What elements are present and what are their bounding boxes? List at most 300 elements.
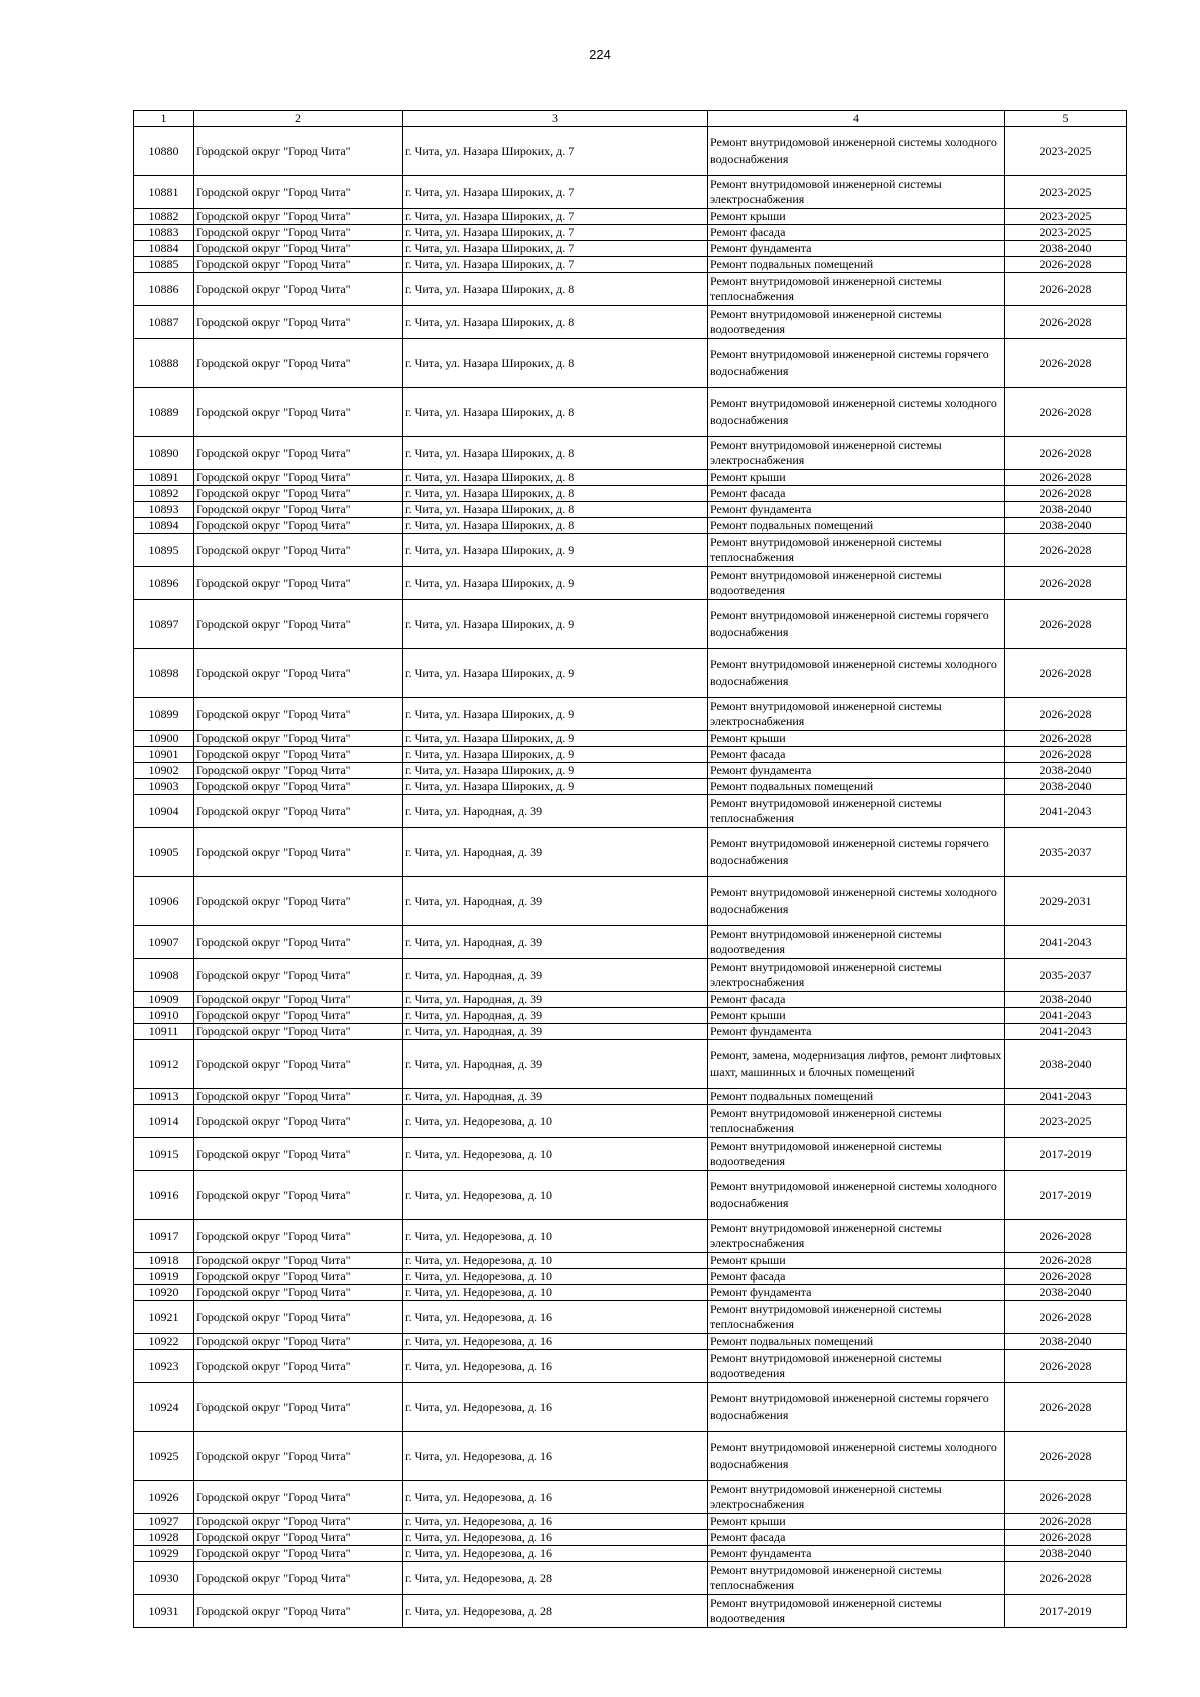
- period-cell: 2026-2028: [1005, 1301, 1127, 1334]
- municipality-cell: Городской округ "Город Чита": [194, 1514, 403, 1530]
- municipality-cell: Городской округ "Город Чита": [194, 567, 403, 600]
- municipality-cell: Городской округ "Город Чита": [194, 959, 403, 992]
- municipality-cell: Городской округ "Город Чита": [194, 1595, 403, 1628]
- address-cell: г. Чита, ул. Недорезова, д. 16: [403, 1350, 708, 1383]
- row-number: 10906: [134, 877, 194, 926]
- address-cell: г. Чита, ул. Недорезова, д. 10: [403, 1138, 708, 1171]
- address-cell: г. Чита, ул. Назара Широких, д. 8: [403, 306, 708, 339]
- municipality-cell: Городской округ "Город Чита": [194, 1105, 403, 1138]
- period-cell: 2038-2040: [1005, 502, 1127, 518]
- period-cell: 2026-2028: [1005, 649, 1127, 698]
- address-cell: г. Чита, ул. Назара Широких, д. 9: [403, 600, 708, 649]
- address-cell: г. Чита, ул. Народная, д. 39: [403, 1008, 708, 1024]
- period-cell: 2017-2019: [1005, 1138, 1127, 1171]
- municipality-cell: Городской округ "Город Чита": [194, 1562, 403, 1595]
- address-cell: г. Чита, ул. Назара Широких, д. 7: [403, 257, 708, 273]
- row-number: 10909: [134, 992, 194, 1008]
- period-cell: 2038-2040: [1005, 1285, 1127, 1301]
- period-cell: 2026-2028: [1005, 567, 1127, 600]
- work-type-cell: Ремонт внутридомовой инженерной системы водоотведения: [708, 306, 1005, 339]
- address-cell: г. Чита, ул. Народная, д. 39: [403, 828, 708, 877]
- row-number: 10910: [134, 1008, 194, 1024]
- period-cell: 2026-2028: [1005, 1530, 1127, 1546]
- table-row: [134, 1008, 1127, 1024]
- work-type-cell: Ремонт фасада: [708, 1530, 1005, 1546]
- work-type-cell: Ремонт фундамента: [708, 1285, 1005, 1301]
- work-type-cell: Ремонт внутридомовой инженерной системы холодного водоснабжения: [708, 1432, 1005, 1481]
- period-cell: 2026-2028: [1005, 600, 1127, 649]
- municipality-cell: Городской округ "Город Чита": [194, 241, 403, 257]
- table-row: [134, 1383, 1127, 1432]
- row-number: 10918: [134, 1253, 194, 1269]
- work-type-cell: Ремонт внутридомовой инженерной системы холодного водоснабжения: [708, 877, 1005, 926]
- work-type-cell: Ремонт внутридомовой инженерной системы горячего водоснабжения: [708, 339, 1005, 388]
- address-cell: г. Чита, ул. Назара Широких, д. 7: [403, 176, 708, 209]
- address-cell: г. Чита, ул. Недорезова, д. 16: [403, 1301, 708, 1334]
- table-row: [134, 437, 1127, 470]
- municipality-cell: Городской округ "Город Чита": [194, 1285, 403, 1301]
- address-cell: г. Чита, ул. Недорезова, д. 16: [403, 1334, 708, 1350]
- work-type-cell: Ремонт крыши: [708, 1514, 1005, 1530]
- work-type-cell: Ремонт фундамента: [708, 1024, 1005, 1040]
- address-cell: г. Чита, ул. Народная, д. 39: [403, 992, 708, 1008]
- period-cell: 2026-2028: [1005, 257, 1127, 273]
- row-number: 10903: [134, 779, 194, 795]
- work-type-cell: Ремонт крыши: [708, 470, 1005, 486]
- work-type-cell: Ремонт крыши: [708, 209, 1005, 225]
- municipality-cell: Городской округ "Город Чита": [194, 470, 403, 486]
- municipality-cell: Городской округ "Город Чита": [194, 763, 403, 779]
- work-type-cell: Ремонт внутридомовой инженерной системы водоотведения: [708, 1595, 1005, 1628]
- address-cell: г. Чита, ул. Назара Широких, д. 8: [403, 388, 708, 437]
- table-row: [134, 1432, 1127, 1481]
- municipality-cell: Городской округ "Город Чита": [194, 176, 403, 209]
- work-type-cell: Ремонт подвальных помещений: [708, 257, 1005, 273]
- period-cell: 2026-2028: [1005, 1432, 1127, 1481]
- table-row: [134, 306, 1127, 339]
- table-row: [134, 127, 1127, 176]
- row-number: 10930: [134, 1562, 194, 1595]
- work-type-cell: Ремонт внутридомовой инженерной системы теплоснабжения: [708, 1105, 1005, 1138]
- table-row: [134, 649, 1127, 698]
- municipality-cell: Городской округ "Город Чита": [194, 209, 403, 225]
- address-cell: г. Чита, ул. Назара Широких, д. 8: [403, 339, 708, 388]
- municipality-cell: Городской округ "Город Чита": [194, 698, 403, 731]
- work-type-cell: Ремонт внутридомовой инженерной системы электроснабжения: [708, 437, 1005, 470]
- work-type-cell: Ремонт внутридомовой инженерной системы водоотведения: [708, 1350, 1005, 1383]
- row-number: 10913: [134, 1089, 194, 1105]
- table-row: [134, 763, 1127, 779]
- period-cell: 2038-2040: [1005, 1546, 1127, 1562]
- row-number: 10928: [134, 1530, 194, 1546]
- period-cell: 2026-2028: [1005, 1350, 1127, 1383]
- work-type-cell: Ремонт фундамента: [708, 763, 1005, 779]
- table-row: [134, 209, 1127, 225]
- work-type-cell: Ремонт подвальных помещений: [708, 1334, 1005, 1350]
- work-type-cell: Ремонт внутридомовой инженерной системы холодного водоснабжения: [708, 127, 1005, 176]
- work-type-cell: Ремонт внутридомовой инженерной системы теплоснабжения: [708, 1301, 1005, 1334]
- period-cell: 2026-2028: [1005, 437, 1127, 470]
- table-row: [134, 877, 1127, 926]
- municipality-cell: Городской округ "Город Чита": [194, 1530, 403, 1546]
- work-type-cell: Ремонт фундамента: [708, 502, 1005, 518]
- address-cell: г. Чита, ул. Назара Широких, д. 9: [403, 731, 708, 747]
- table-row: [134, 241, 1127, 257]
- period-cell: 2038-2040: [1005, 1040, 1127, 1089]
- municipality-cell: Городской округ "Город Чита": [194, 502, 403, 518]
- municipality-cell: Городской округ "Город Чита": [194, 1546, 403, 1562]
- work-type-cell: Ремонт внутридомовой инженерной системы водоотведения: [708, 567, 1005, 600]
- table-row: [134, 992, 1127, 1008]
- municipality-cell: Городской округ "Город Чита": [194, 828, 403, 877]
- work-type-cell: Ремонт внутридомовой инженерной системы горячего водоснабжения: [708, 828, 1005, 877]
- work-type-cell: Ремонт подвальных помещений: [708, 779, 1005, 795]
- municipality-cell: Городской округ "Город Чита": [194, 992, 403, 1008]
- page-number: 224: [589, 47, 611, 62]
- municipality-cell: Городской округ "Город Чита": [194, 1138, 403, 1171]
- municipality-cell: Городской округ "Город Чита": [194, 1301, 403, 1334]
- table-row: [134, 1171, 1127, 1220]
- table-row: [134, 1546, 1127, 1562]
- address-cell: г. Чита, ул. Назара Широких, д. 8: [403, 502, 708, 518]
- table-row: [134, 731, 1127, 747]
- municipality-cell: Городской округ "Город Чита": [194, 1269, 403, 1285]
- work-type-cell: Ремонт внутридомовой инженерной системы теплоснабжения: [708, 534, 1005, 567]
- work-type-cell: Ремонт фасада: [708, 992, 1005, 1008]
- municipality-cell: Городской округ "Город Чита": [194, 747, 403, 763]
- row-number: 10889: [134, 388, 194, 437]
- row-number: 10924: [134, 1383, 194, 1432]
- row-number: 10885: [134, 257, 194, 273]
- work-type-cell: Ремонт, замена, модернизация лифтов, ремонт лифтовых шахт, машинных и блочных помещений: [708, 1040, 1005, 1089]
- row-number: 10893: [134, 502, 194, 518]
- row-number: 10929: [134, 1546, 194, 1562]
- period-cell: 2026-2028: [1005, 306, 1127, 339]
- table-body: [134, 127, 1127, 1628]
- municipality-cell: Городской округ "Город Чита": [194, 225, 403, 241]
- municipality-cell: Городской округ "Город Чита": [194, 1040, 403, 1089]
- row-number: 10919: [134, 1269, 194, 1285]
- table-row: [134, 1138, 1127, 1171]
- period-cell: 2035-2037: [1005, 828, 1127, 877]
- table-row: [134, 1089, 1127, 1105]
- address-cell: г. Чита, ул. Назара Широких, д. 7: [403, 127, 708, 176]
- municipality-cell: Городской округ "Город Чита": [194, 779, 403, 795]
- municipality-cell: Городской округ "Город Чита": [194, 1253, 403, 1269]
- address-cell: г. Чита, ул. Народная, д. 39: [403, 926, 708, 959]
- repair-schedule-table: [133, 110, 1127, 1628]
- period-cell: 2026-2028: [1005, 1269, 1127, 1285]
- municipality-cell: Городской округ "Город Чита": [194, 1089, 403, 1105]
- work-type-cell: Ремонт фасада: [708, 225, 1005, 241]
- address-cell: г. Чита, ул. Назара Широких, д. 9: [403, 649, 708, 698]
- period-cell: 2026-2028: [1005, 388, 1127, 437]
- address-cell: г. Чита, ул. Недорезова, д. 16: [403, 1481, 708, 1514]
- row-number: 10895: [134, 534, 194, 567]
- table-row: [134, 1040, 1127, 1089]
- row-number: 10911: [134, 1024, 194, 1040]
- address-cell: г. Чита, ул. Назара Широких, д. 9: [403, 779, 708, 795]
- period-cell: 2023-2025: [1005, 225, 1127, 241]
- period-cell: 2026-2028: [1005, 273, 1127, 306]
- work-type-cell: Ремонт внутридомовой инженерной системы теплоснабжения: [708, 1562, 1005, 1595]
- work-type-cell: Ремонт крыши: [708, 1008, 1005, 1024]
- row-number: 10894: [134, 518, 194, 534]
- address-cell: г. Чита, ул. Назара Широких, д. 8: [403, 470, 708, 486]
- work-type-cell: Ремонт крыши: [708, 731, 1005, 747]
- period-cell: 2035-2037: [1005, 959, 1127, 992]
- row-number: 10904: [134, 795, 194, 828]
- period-cell: 2023-2025: [1005, 1105, 1127, 1138]
- municipality-cell: Городской округ "Город Чита": [194, 1024, 403, 1040]
- municipality-cell: Городской округ "Город Чита": [194, 534, 403, 567]
- period-cell: 2038-2040: [1005, 763, 1127, 779]
- period-cell: 2026-2028: [1005, 339, 1127, 388]
- table-row: [134, 600, 1127, 649]
- period-cell: 2026-2028: [1005, 1220, 1127, 1253]
- municipality-cell: Городской округ "Город Чита": [194, 649, 403, 698]
- work-type-cell: Ремонт крыши: [708, 1253, 1005, 1269]
- table-row: [134, 1269, 1127, 1285]
- row-number: 10926: [134, 1481, 194, 1514]
- address-cell: г. Чита, ул. Недорезова, д. 10: [403, 1285, 708, 1301]
- row-number: 10883: [134, 225, 194, 241]
- work-type-cell: Ремонт подвальных помещений: [708, 1089, 1005, 1105]
- address-cell: г. Чита, ул. Народная, д. 39: [403, 877, 708, 926]
- work-type-cell: Ремонт фасада: [708, 747, 1005, 763]
- municipality-cell: Городской округ "Город Чита": [194, 127, 403, 176]
- address-cell: г. Чита, ул. Назара Широких, д. 9: [403, 567, 708, 600]
- table-row: [134, 1334, 1127, 1350]
- row-number: 10887: [134, 306, 194, 339]
- table-row: [134, 1285, 1127, 1301]
- row-number: 10931: [134, 1595, 194, 1628]
- row-number: 10920: [134, 1285, 194, 1301]
- address-cell: г. Чита, ул. Недорезова, д. 10: [403, 1253, 708, 1269]
- work-type-cell: Ремонт внутридомовой инженерной системы холодного водоснабжения: [708, 649, 1005, 698]
- table-row: [134, 1220, 1127, 1253]
- table-row: [134, 339, 1127, 388]
- table-row: [134, 959, 1127, 992]
- period-cell: 2038-2040: [1005, 518, 1127, 534]
- period-cell: 2026-2028: [1005, 486, 1127, 502]
- period-cell: 2026-2028: [1005, 1253, 1127, 1269]
- address-cell: г. Чита, ул. Недорезова, д. 10: [403, 1105, 708, 1138]
- municipality-cell: Городской округ "Город Чита": [194, 1334, 403, 1350]
- municipality-cell: Городской округ "Город Чита": [194, 1220, 403, 1253]
- municipality-cell: Городской округ "Город Чита": [194, 926, 403, 959]
- period-cell: 2041-2043: [1005, 795, 1127, 828]
- municipality-cell: Городской округ "Город Чита": [194, 486, 403, 502]
- address-cell: г. Чита, ул. Назара Широких, д. 9: [403, 698, 708, 731]
- column-header-3: 3: [403, 111, 708, 127]
- row-number: 10925: [134, 1432, 194, 1481]
- table-row: [134, 534, 1127, 567]
- work-type-cell: Ремонт внутридомовой инженерной системы холодного водоснабжения: [708, 388, 1005, 437]
- address-cell: г. Чита, ул. Назара Широких, д. 9: [403, 747, 708, 763]
- table-row: [134, 273, 1127, 306]
- address-cell: г. Чита, ул. Назара Широких, д. 9: [403, 763, 708, 779]
- column-header-5: 5: [1005, 111, 1127, 127]
- table-row: [134, 388, 1127, 437]
- row-number: 10891: [134, 470, 194, 486]
- address-cell: г. Чита, ул. Назара Широких, д. 7: [403, 225, 708, 241]
- municipality-cell: Городской округ "Город Чита": [194, 518, 403, 534]
- table-row: [134, 828, 1127, 877]
- row-number: 10880: [134, 127, 194, 176]
- address-cell: г. Чита, ул. Недорезова, д. 28: [403, 1595, 708, 1628]
- table-row: [134, 1253, 1127, 1269]
- municipality-cell: Городской округ "Город Чита": [194, 1350, 403, 1383]
- table-row: [134, 779, 1127, 795]
- row-number: 10886: [134, 273, 194, 306]
- table-row: [134, 1530, 1127, 1546]
- address-cell: г. Чита, ул. Недорезова, д. 16: [403, 1546, 708, 1562]
- row-number: 10897: [134, 600, 194, 649]
- address-cell: г. Чита, ул. Назара Широких, д. 9: [403, 534, 708, 567]
- table-row: [134, 1024, 1127, 1040]
- period-cell: 2017-2019: [1005, 1595, 1127, 1628]
- table-row: [134, 795, 1127, 828]
- work-type-cell: Ремонт внутридомовой инженерной системы электроснабжения: [708, 698, 1005, 731]
- period-cell: 2026-2028: [1005, 470, 1127, 486]
- work-type-cell: Ремонт внутридомовой инженерной системы электроснабжения: [708, 1220, 1005, 1253]
- table-row: [134, 518, 1127, 534]
- period-cell: 2038-2040: [1005, 1334, 1127, 1350]
- row-number: 10890: [134, 437, 194, 470]
- row-number: 10916: [134, 1171, 194, 1220]
- address-cell: г. Чита, ул. Народная, д. 39: [403, 1024, 708, 1040]
- row-number: 10921: [134, 1301, 194, 1334]
- address-cell: г. Чита, ул. Недорезова, д. 10: [403, 1171, 708, 1220]
- row-number: 10888: [134, 339, 194, 388]
- row-number: 10899: [134, 698, 194, 731]
- work-type-cell: Ремонт внутридомовой инженерной системы электроснабжения: [708, 176, 1005, 209]
- table-row: [134, 1481, 1127, 1514]
- period-cell: 2023-2025: [1005, 209, 1127, 225]
- work-type-cell: Ремонт фасада: [708, 1269, 1005, 1285]
- period-cell: 2026-2028: [1005, 1514, 1127, 1530]
- municipality-cell: Городской округ "Город Чита": [194, 1432, 403, 1481]
- period-cell: 2038-2040: [1005, 241, 1127, 257]
- table-row: [134, 486, 1127, 502]
- work-type-cell: Ремонт внутридомовой инженерной системы холодного водоснабжения: [708, 1171, 1005, 1220]
- period-cell: 2023-2025: [1005, 176, 1127, 209]
- column-number-row: [134, 111, 1127, 127]
- work-type-cell: Ремонт фундамента: [708, 1546, 1005, 1562]
- municipality-cell: Городской округ "Город Чита": [194, 306, 403, 339]
- row-number: 10908: [134, 959, 194, 992]
- municipality-cell: Городской округ "Город Чита": [194, 388, 403, 437]
- table-row: [134, 567, 1127, 600]
- period-cell: 2026-2028: [1005, 698, 1127, 731]
- table-row: [134, 1350, 1127, 1383]
- address-cell: г. Чита, ул. Назара Широких, д. 7: [403, 241, 708, 257]
- column-header-4: 4: [708, 111, 1005, 127]
- address-cell: г. Чита, ул. Назара Широких, д. 8: [403, 518, 708, 534]
- period-cell: 2041-2043: [1005, 1024, 1127, 1040]
- table-row: [134, 1595, 1127, 1628]
- row-number: 10881: [134, 176, 194, 209]
- row-number: 10882: [134, 209, 194, 225]
- address-cell: г. Чита, ул. Народная, д. 39: [403, 795, 708, 828]
- period-cell: 2029-2031: [1005, 877, 1127, 926]
- row-number: 10902: [134, 763, 194, 779]
- address-cell: г. Чита, ул. Назара Широких, д. 8: [403, 273, 708, 306]
- table-row: [134, 502, 1127, 518]
- row-number: 10912: [134, 1040, 194, 1089]
- row-number: 10898: [134, 649, 194, 698]
- address-cell: г. Чита, ул. Народная, д. 39: [403, 959, 708, 992]
- row-number: 10914: [134, 1105, 194, 1138]
- work-type-cell: Ремонт фундамента: [708, 241, 1005, 257]
- row-number: 10915: [134, 1138, 194, 1171]
- table-row: [134, 257, 1127, 273]
- municipality-cell: Городской округ "Город Чита": [194, 1171, 403, 1220]
- table-row: [134, 225, 1127, 241]
- work-type-cell: Ремонт внутридомовой инженерной системы теплоснабжения: [708, 795, 1005, 828]
- table-row: [134, 747, 1127, 763]
- column-header-1: 1: [134, 111, 194, 127]
- work-type-cell: Ремонт фасада: [708, 486, 1005, 502]
- address-cell: г. Чита, ул. Недорезова, д. 16: [403, 1514, 708, 1530]
- address-cell: г. Чита, ул. Назара Широких, д. 8: [403, 486, 708, 502]
- address-cell: г. Чита, ул. Назара Широких, д. 7: [403, 209, 708, 225]
- table-row: [134, 698, 1127, 731]
- row-number: 10892: [134, 486, 194, 502]
- municipality-cell: Городской округ "Город Чита": [194, 600, 403, 649]
- table-row: [134, 470, 1127, 486]
- period-cell: 2026-2028: [1005, 731, 1127, 747]
- work-type-cell: Ремонт внутридомовой инженерной системы теплоснабжения: [708, 273, 1005, 306]
- period-cell: 2026-2028: [1005, 534, 1127, 567]
- municipality-cell: Городской округ "Город Чита": [194, 1383, 403, 1432]
- work-type-cell: Ремонт внутридомовой инженерной системы водоотведения: [708, 926, 1005, 959]
- column-header-2: 2: [194, 111, 403, 127]
- table-row: [134, 1562, 1127, 1595]
- row-number: 10922: [134, 1334, 194, 1350]
- table-row: [134, 176, 1127, 209]
- municipality-cell: Городской округ "Город Чита": [194, 1008, 403, 1024]
- work-type-cell: Ремонт внутридомовой инженерной системы водоотведения: [708, 1138, 1005, 1171]
- work-type-cell: Ремонт внутридомовой инженерной системы электроснабжения: [708, 1481, 1005, 1514]
- address-cell: г. Чита, ул. Недорезова, д. 16: [403, 1432, 708, 1481]
- period-cell: 2026-2028: [1005, 1562, 1127, 1595]
- work-type-cell: Ремонт подвальных помещений: [708, 518, 1005, 534]
- address-cell: г. Чита, ул. Недорезова, д. 16: [403, 1530, 708, 1546]
- period-cell: 2017-2019: [1005, 1171, 1127, 1220]
- municipality-cell: Городской округ "Город Чита": [194, 437, 403, 470]
- period-cell: 2041-2043: [1005, 926, 1127, 959]
- municipality-cell: Городской округ "Город Чита": [194, 1481, 403, 1514]
- municipality-cell: Городской округ "Город Чита": [194, 877, 403, 926]
- address-cell: г. Чита, ул. Недорезова, д. 10: [403, 1220, 708, 1253]
- table-row: [134, 1514, 1127, 1530]
- municipality-cell: Городской округ "Город Чита": [194, 731, 403, 747]
- address-cell: г. Чита, ул. Народная, д. 39: [403, 1089, 708, 1105]
- address-cell: г. Чита, ул. Назара Широких, д. 8: [403, 437, 708, 470]
- period-cell: 2041-2043: [1005, 1008, 1127, 1024]
- row-number: 10901: [134, 747, 194, 763]
- row-number: 10927: [134, 1514, 194, 1530]
- period-cell: 2038-2040: [1005, 779, 1127, 795]
- address-cell: г. Чита, ул. Недорезова, д. 16: [403, 1383, 708, 1432]
- address-cell: г. Чита, ул. Недорезова, д. 10: [403, 1269, 708, 1285]
- work-type-cell: Ремонт внутридомовой инженерной системы электроснабжения: [708, 959, 1005, 992]
- row-number: 10917: [134, 1220, 194, 1253]
- municipality-cell: Городской округ "Город Чита": [194, 795, 403, 828]
- row-number: 10923: [134, 1350, 194, 1383]
